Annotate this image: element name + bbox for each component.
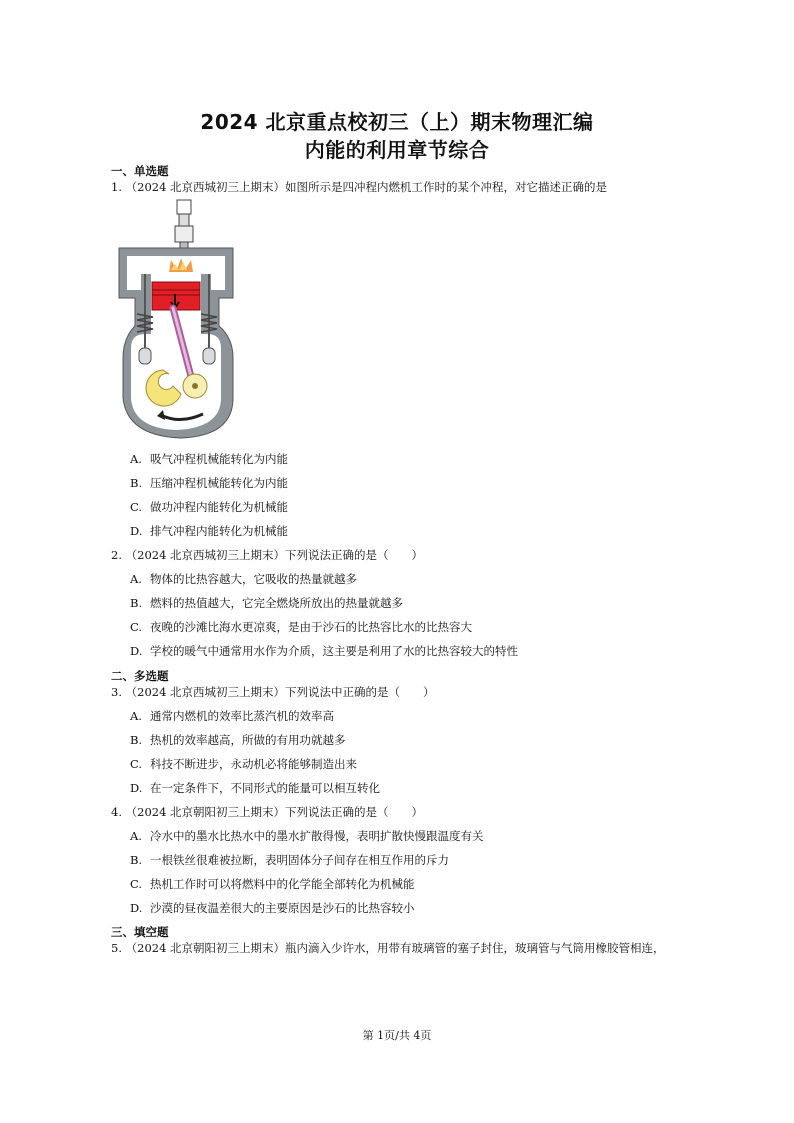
question-3-option-d[interactable]: D. 在一定条件下，不同形式的能量可以相互转化: [130, 781, 380, 795]
question-4-option-b[interactable]: B. 一根铁丝很难被拉断，表明固体分子间存在相互作用的斥力: [130, 853, 449, 867]
spark-plug-icon: [175, 200, 193, 250]
question-4-option-a[interactable]: A. 冷水中的墨水比热水中的墨水扩散得慢，表明扩散快慢跟温度有关: [130, 829, 484, 843]
question-1-option-d[interactable]: D. 排气冲程内能转化为机械能: [130, 524, 288, 538]
question-4-stem: 4. （2024 北京朝阳初三上期末）下列说法正确的是（ ）: [111, 805, 424, 819]
engine-stroke-diagram: [111, 198, 241, 440]
question-1-option-b[interactable]: B. 压缩冲程机械能转化为内能: [130, 476, 288, 490]
question-3-option-b[interactable]: B. 热机的效率越高，所做的有用功就越多: [130, 733, 346, 747]
question-1-option-a[interactable]: A. 吸气冲程机械能转化为内能: [130, 452, 288, 466]
question-3-stem: 3. （2024 北京西城初三上期末）下列说法中正确的是（ ）: [111, 685, 435, 699]
section-heading-fill-blank: 三、填空题: [111, 925, 169, 939]
question-2-option-b[interactable]: B. 燃料的热值越大，它完全燃烧所放出的热量就越多: [130, 596, 403, 610]
page-footer: 第 1页/共 4页: [362, 1029, 432, 1042]
question-4-option-c[interactable]: C. 热机工作时可以将燃料中的化学能全部转化为机械能: [130, 877, 415, 891]
question-2-option-d[interactable]: D. 学校的暖气中通常用水作为介质，这主要是利用了水的比热容较大的特性: [130, 644, 518, 658]
question-4-option-d[interactable]: D. 沙漠的昼夜温差很大的主要原因是沙石的比热容较小: [130, 901, 415, 915]
page-subtitle: 内能的利用章节综合: [304, 138, 490, 162]
question-3-option-a[interactable]: A. 通常内燃机的效率比蒸汽机的效率高: [130, 709, 334, 723]
section-heading-single-choice: 一、单选题: [111, 164, 169, 178]
question-1-option-c[interactable]: C. 做功冲程内能转化为机械能: [130, 500, 288, 514]
section-heading-multiple-choice: 二、多选题: [111, 669, 169, 683]
page-title: 2024 北京重点校初三（上）期末物理汇编: [200, 110, 594, 134]
question-1-stem: 1. （2024 北京西城初三上期末）如图所示是四冲程内燃机工作时的某个冲程，对它描述正确的是: [111, 180, 608, 194]
question-2-option-a[interactable]: A. 物体的比热容越大，它吸收的热量就越多: [130, 572, 357, 586]
question-5-stem: 5. （2024 北京朝阳初三上期末）瓶内滴入少许水，用带有玻璃管的塞子封住，玻璃管与气筒用橡胶管相连，: [111, 941, 665, 955]
question-2-stem: 2. （2024 北京西城初三上期末）下列说法正确的是（ ）: [111, 548, 424, 562]
question-2-option-c[interactable]: C. 夜晚的沙滩比海水更凉爽，是由于沙石的比热容比水的比热容大: [130, 620, 472, 634]
question-3-option-c[interactable]: C. 科技不断进步，永动机必将能够制造出来: [130, 757, 357, 771]
